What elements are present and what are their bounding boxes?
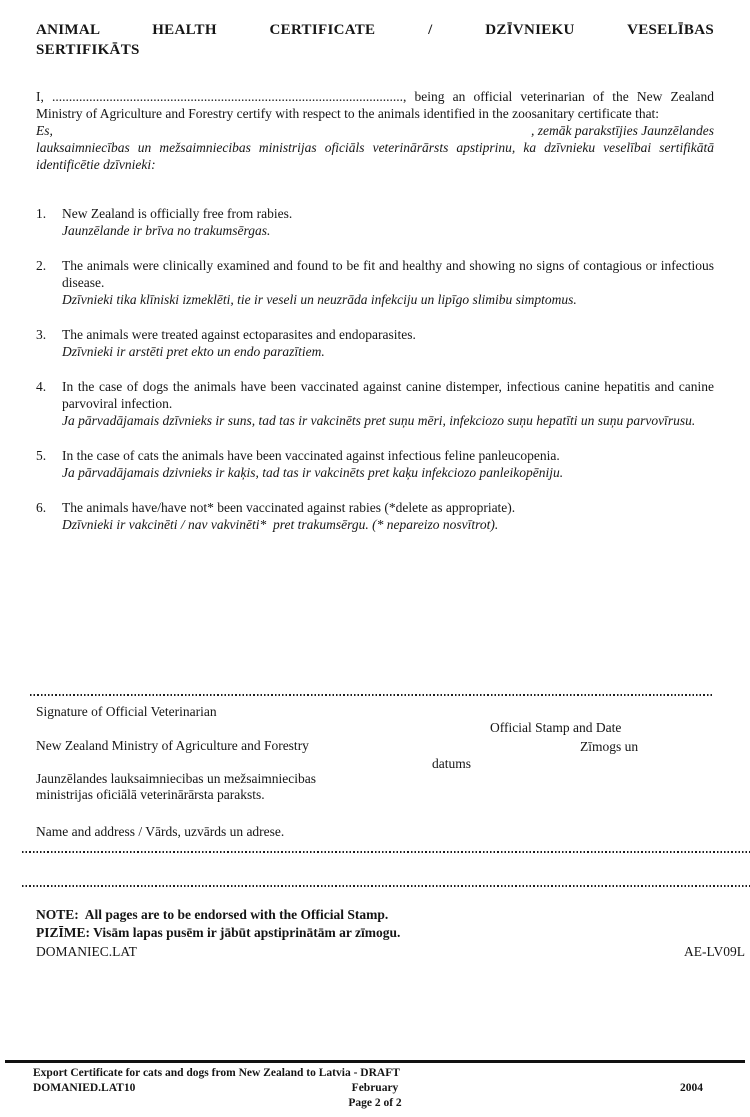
clause-text-lv: Ja pārvadājamais dzīvnieks ir suns, tad tas ir vakcinēts pret suņu mēri, infekciozo suņu hepatīti un suņu parvovīrusu. — [62, 413, 696, 428]
intro-latvian-first-line — [36, 122, 714, 139]
clause-text-en: The animals have/have not* been vaccinated against rabies (*delete as appropriate). — [62, 500, 516, 515]
clause-number: 4. — [36, 379, 47, 394]
footer-document-id: DOMANIED.LAT10 — [33, 1082, 136, 1094]
ministry-name-english: New Zealand Ministry of Agriculture and Forestry — [36, 738, 309, 753]
intro-latvian-rest: lauksaimniecības un mežsaimniecibas ministrijas oficiāls veterinārārsts apstiprinu, ka dzīvnieku veselībai sertifikātā identificētie dzīvnieki: — [36, 140, 714, 172]
document-title — [36, 20, 714, 60]
note-latvian: PIZĪME: Visām lapas pusēm ir jābūt apstiprinātām ar zīmogu. — [36, 925, 401, 940]
official-stamp-label: Official Stamp and Date — [490, 720, 622, 735]
clause-number: 1. — [36, 206, 47, 221]
clause-text-lv: Ja pārvadājamais dzivnieks ir kaķis, tad tas ir vakcinēts pret kaķu infekciozo panleikopēniju. — [62, 465, 564, 480]
ministry-name-latvian-1: Jaunzēlandes lauksaimniecibas un mežsaimniecibas — [36, 771, 317, 786]
document-title-line1: ANIMAL HEALTH CERTIFICATE / DZĪVNIEKU VESELĪBAS — [36, 22, 714, 38]
ministry-name-latvian-2: ministrijas oficiālā veterinārārsta paraksts. — [36, 787, 265, 802]
footer-page-number: Page 2 of 2 — [348, 1097, 402, 1109]
clause-text-en: In the case of cats the animals have been vaccinated against infectious feline panleucopenia. — [62, 448, 560, 463]
clause-number: 3. — [36, 327, 47, 342]
document-title-line2: SERTIFIKĀTS — [36, 42, 140, 58]
stamp-label-latvian-2: datums — [432, 756, 471, 771]
footer-rule-line — [5, 1060, 745, 1063]
clause-number: 2. — [36, 258, 47, 273]
intro-english: I, ........................................................................................................, being an official veterinarian of the New Zealand Ministry of Agriculture and Forestry certify with respect to the animals identified in the zoosanitary certificate that: — [36, 89, 714, 121]
note-english: NOTE: All pages are to be endorsed with the Official Stamp. — [36, 907, 389, 922]
clause-text-en: The animals were treated against ectoparasites and endoparasites. — [62, 327, 416, 342]
clause-text-en: The animals were clinically examined and found to be fit and healthy and showing no signs of contagious or infectious disease. — [62, 258, 714, 290]
name-dotted-line-1 — [22, 851, 750, 853]
clauses-list — [36, 205, 714, 551]
clause-6 — [36, 499, 714, 533]
intro-latvian-right: , zemāk parakstījies Jaunzēlandes — [531, 123, 714, 138]
clause-text-lv: Dzīvnieki ir arstēti pret ekto un endo parazītiem. — [62, 344, 325, 359]
clause-text-en: New Zealand is officially free from rabies. — [62, 206, 293, 221]
footer-month: February — [351, 1082, 399, 1094]
form-code: AE-LV09L — [684, 944, 745, 959]
document-code: DOMANIEC.LAT — [36, 944, 137, 959]
clause-text-lv: Jaunzēlande ir brīva no trakumsērgas. — [62, 223, 271, 238]
footer-year: 2004 — [680, 1082, 703, 1094]
clause-text-en: In the case of dogs the animals have been vaccinated against canine distemper, infectious canine hepatitis and canine parvoviral infection. — [62, 379, 714, 411]
name-dotted-line-2 — [22, 885, 750, 887]
clause-3 — [36, 326, 714, 360]
clause-2 — [36, 257, 714, 308]
intro-latvian-es: Es, — [36, 123, 53, 138]
clause-text-lv: Dzīvnieki tika klīniski izmeklēti, tie ir veseli un neuzrāda infekciju un lipīgo slimibu simptomus. — [62, 292, 577, 307]
name-address-label: Name and address / Vārds, uzvārds un adrese. — [36, 824, 285, 839]
footer-certificate-title: Export Certificate for cats and dogs from New Zealand to Latvia - DRAFT — [33, 1067, 400, 1079]
signature-dotted-line — [30, 694, 714, 696]
clause-text-lv: Dzīvnieki ir vakcinēti / nav vakvinēti* pret trakumsērgu. (* nepareizo nosvītrot). — [62, 517, 499, 532]
clause-5 — [36, 447, 714, 481]
clause-number: 6. — [36, 500, 47, 515]
intro-section — [36, 88, 714, 173]
clause-4 — [36, 378, 714, 429]
clause-number: 5. — [36, 448, 47, 463]
signature-label: Signature of Official Veterinarian — [36, 704, 217, 719]
clause-1 — [36, 205, 714, 239]
stamp-label-latvian-1: Zīmogs un — [580, 739, 639, 754]
